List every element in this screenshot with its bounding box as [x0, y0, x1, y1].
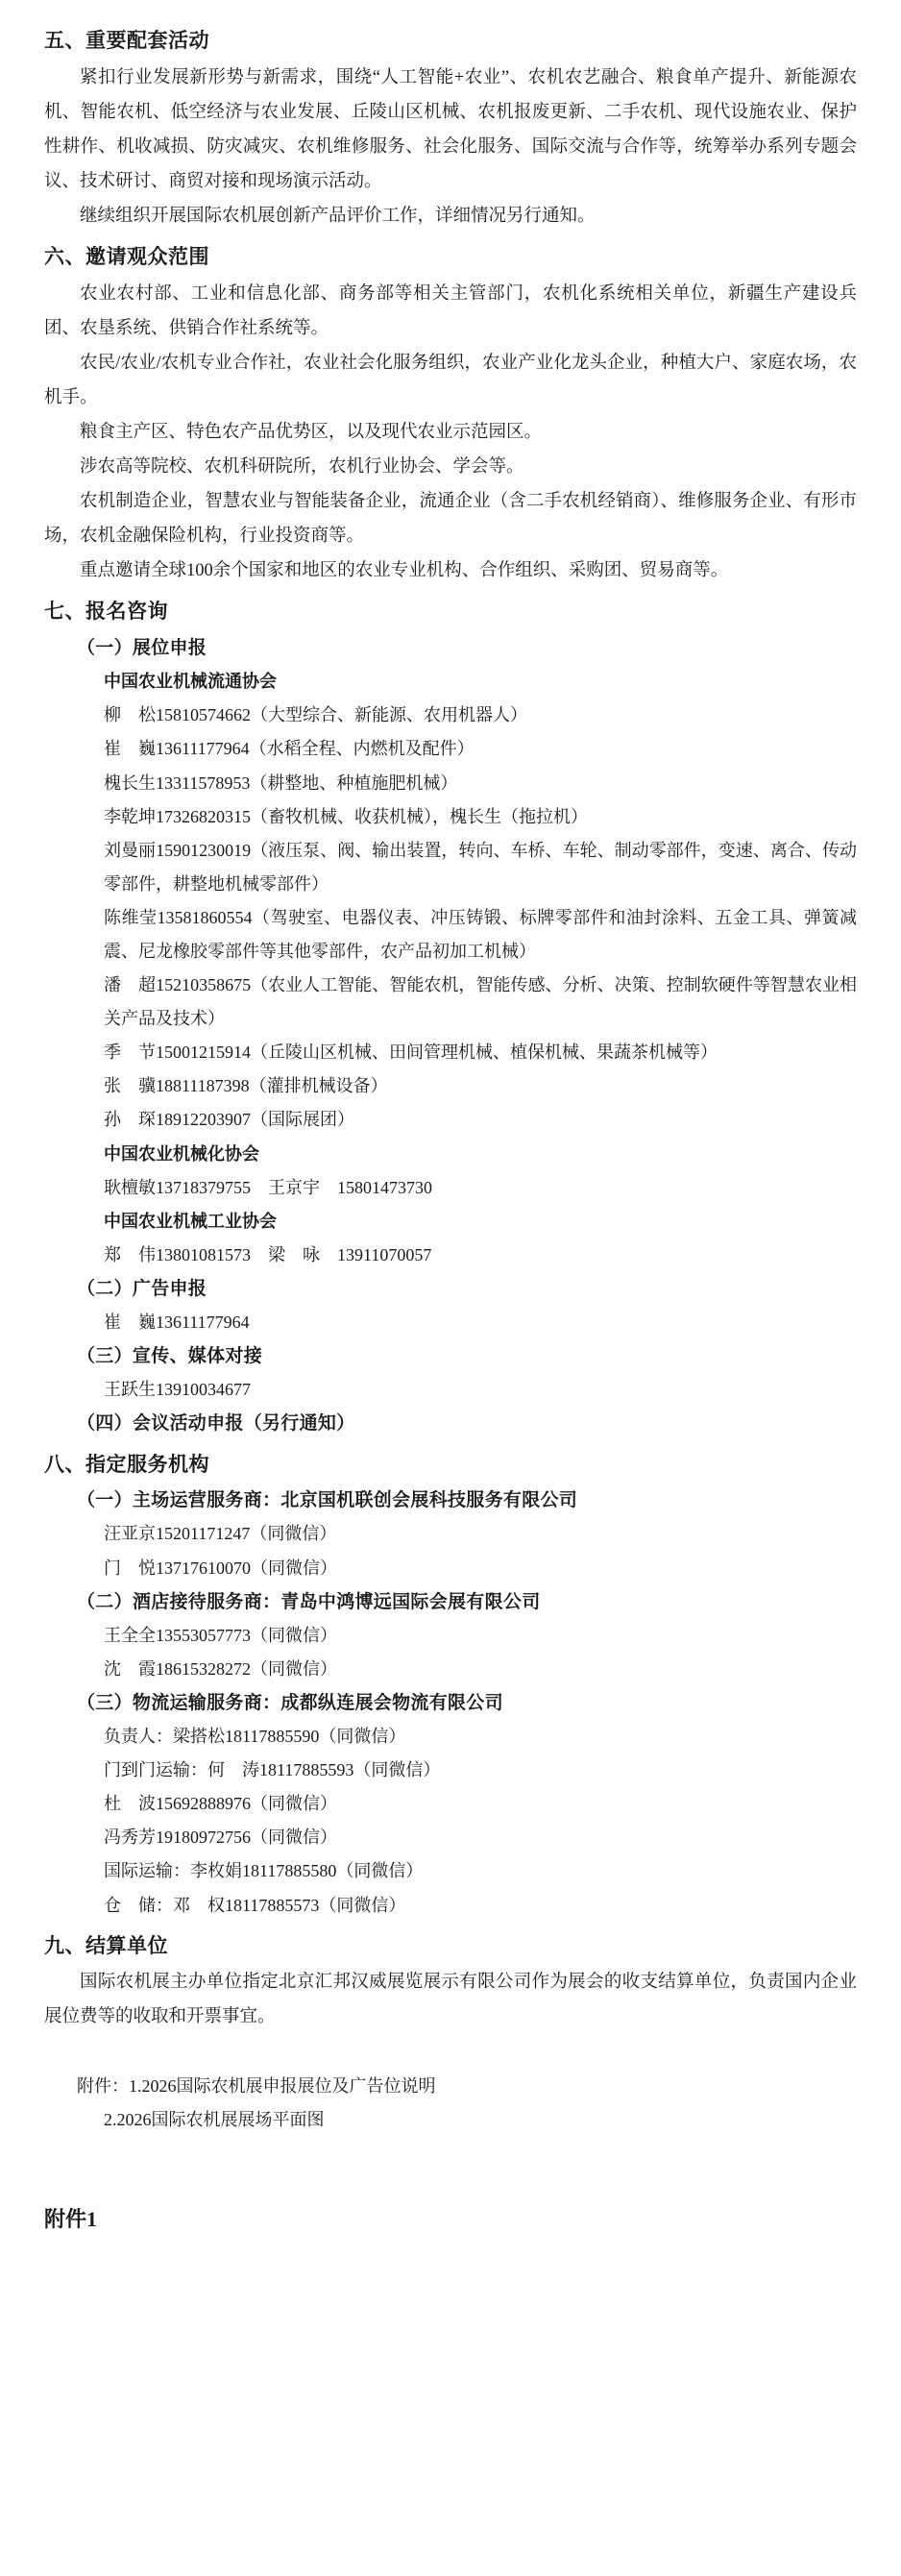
- section-spacer: [44, 2035, 857, 2070]
- contact-entry: 郑 伟13801081573 梁 咏 13911070057: [104, 1244, 432, 1264]
- contact-entry: 柳 松15810574662（大型综合、新能源、农用机器人）: [104, 705, 527, 725]
- page-break-spacer: [44, 2137, 857, 2171]
- section-heading-8: 八、指定服务机构: [44, 1452, 209, 1476]
- attachment-line-1: 附件：1.2026国际农机展申报展位及广告位说明: [77, 2075, 436, 2096]
- contact-entry: 杜 波15692888976（同微信）: [104, 1794, 337, 1814]
- subsection-heading-7-1: （一）展位申报: [77, 638, 207, 659]
- org-heading-cama: 中国农业机械流通协会: [104, 672, 277, 692]
- contact-entry: 陈维莹13581860554（驾驶室、电器仪表、冲压铸锻、标牌零部件和油封涂料、五金工具、弹簧减震、尼龙橡胶零部件等其他零部件，农产品初加工机械）: [104, 907, 857, 962]
- service-group-title-3: （三）物流运输服务商：成都纵连展会物流有限公司: [77, 1692, 503, 1713]
- section-heading-9: 九、结算单位: [44, 1933, 168, 1957]
- service-group-title-1: （一）主场运营服务商：北京国机联创会展科技服务有限公司: [77, 1490, 578, 1511]
- section-5-paragraph-1: 紧扣行业发展新形势与新需求，围绕“人工智能+农业”、农机农艺融合、粮食单产提升、新能源农机、智能农机、低空经济与农业发展、丘陵山区机械、农机报废更新、二手农机、现代设施农业、保护性耕作、机收减损、防灾减灾、农机维修服务、社会化服务、国际交流与合作等，统筹举办系列专题会议、技术研讨、商贸对接和现场演示活动。: [44, 67, 857, 191]
- contact-entry: 崔 巍13611177964: [104, 1313, 250, 1333]
- contact-entry: 孙 琛18912203907（国际展团）: [104, 1110, 354, 1130]
- attachment-page-title: 附件1: [44, 2206, 98, 2231]
- contact-entry: 崔 巍13611177964（水稻全程、内燃机及配件）: [104, 739, 475, 759]
- contact-entry: 李乾坤17326820315（畜牧机械、收获机械），槐长生（拖拉机）: [104, 806, 588, 826]
- section-6-paragraph-5: 农机制造企业，智慧农业与智能装备企业，流通企业（含二手农机经销商）、维修服务企业、有形市场，农机金融保险机构，行业投资商等。: [44, 492, 857, 547]
- contact-entry: 槐长生13311578953（耕整地、种植施肥机械）: [104, 773, 458, 793]
- attachment-line-2: 2.2026国际农机展展场平面图: [104, 2109, 325, 2129]
- section-6-paragraph-1: 农业农村部、工业和信息化部、商务部等相关主管部门，农机化系统相关单位，新疆生产建设兵团、农垦系统、供销合作社系统等。: [44, 283, 857, 338]
- section-5-paragraph-2: 继续组织开展国际农机展创新产品评价工作，详细情况另行通知。: [80, 207, 596, 226]
- contact-entry: 冯秀芳19180972756（同微信）: [104, 1828, 337, 1848]
- contact-entry: 潘 超15210358675（农业人工智能、智能农机，智能传感、分析、决策、控制软硬件等智慧农业相关产品及技术）: [104, 975, 857, 1029]
- section-6-paragraph-3: 粮食主产区、特色农产品优势区，以及现代农业示范园区。: [80, 423, 543, 443]
- contact-entry: 汪亚京15201171247（同微信）: [104, 1524, 337, 1544]
- contact-entry: 负责人：梁搭松18117885590（同微信）: [104, 1727, 406, 1747]
- contact-entry: 沈 霞18615328272（同微信）: [104, 1658, 337, 1679]
- contact-entry: 门到门运输：何 涛18117885593（同微信）: [104, 1760, 441, 1780]
- page-break-spacer-2: [44, 2171, 857, 2189]
- org-heading-camig: 中国农业机械工业协会: [104, 1211, 277, 1231]
- contact-entry: 门 悦13717610070（同微信）: [104, 1558, 337, 1578]
- section-9-paragraph-1: 国际农机展主办单位指定北京汇邦汉威展览展示有限公司作为展会的收支结算单位，负责国内企业展位费等的收取和开票事宜。: [44, 1973, 857, 2027]
- contact-entry: 季 节15001215914（丘陵山区机械、田间管理机械、植保机械、果蔬茶机械等）: [104, 1043, 718, 1063]
- subsection-heading-7-3: （三）宣传、媒体对接: [77, 1346, 263, 1367]
- subsection-heading-7-2: （二）广告申报: [77, 1278, 207, 1299]
- contact-entry: 刘曼丽15901230019（液压泵、阀、输出装置，转向、车桥、车轮、制动零部件，变速、离合、传动零部件，耕整地机械零部件）: [104, 840, 857, 894]
- contact-entry: 张 骥18811187398（灌排机械设备）: [104, 1076, 388, 1096]
- section-6-paragraph-4: 涉农高等院校、农机科研院所，农机行业协会、学会等。: [80, 457, 524, 478]
- section-heading-7: 七、报名咨询: [44, 600, 168, 624]
- section-6-paragraph-6: 重点邀请全球100余个国家和地区的农业专业机构、合作组织、采购团、贸易商等。: [80, 561, 729, 581]
- contact-entry: 仓 储：邓 权18117885573（同微信）: [104, 1895, 406, 1915]
- contact-entry: 耿檀敏13718379755 王京宇 15801473730: [104, 1177, 432, 1197]
- section-heading-6: 六、邀请观众范围: [44, 245, 209, 269]
- service-group-title-2: （二）酒店接待服务商：青岛中鸿博远国际会展有限公司: [77, 1591, 541, 1612]
- section-6-paragraph-2: 农民/农业/农机专业合作社，农业社会化服务组织，农业产业化龙头企业，种植大户、家庭农场，农机手。: [44, 353, 857, 407]
- contact-entry: 王全全13553057773（同微信）: [104, 1625, 337, 1645]
- contact-entry: 国际运输：李枚娟18117885580（同微信）: [104, 1861, 424, 1881]
- subsection-heading-7-4: （四）会议活动申报（另行通知）: [77, 1413, 355, 1435]
- contact-entry: 王跃生13910034677: [104, 1380, 251, 1400]
- org-heading-camia: 中国农业机械化协会: [104, 1143, 259, 1164]
- section-heading-5: 五、重要配套活动: [44, 29, 209, 52]
